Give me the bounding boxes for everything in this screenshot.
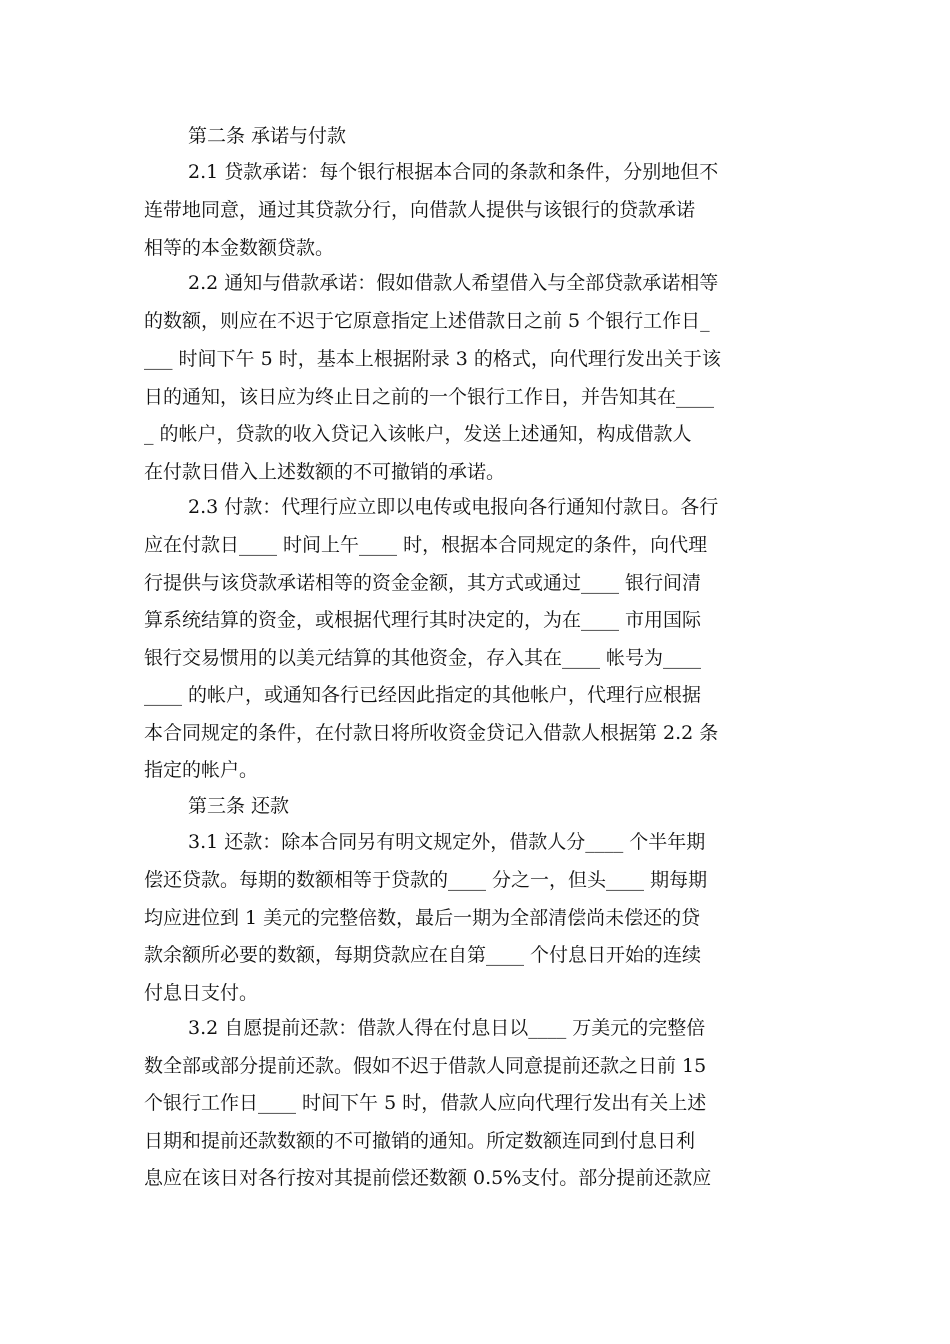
paragraph-line: 日期和提前还款数额的不可撤销的通知。所定数额连同到付息日利 — [144, 1130, 696, 1152]
paragraph-line: 2.2 通知与借款承诺：假如借款人希望借入与全部贷款承诺相等 — [188, 272, 719, 294]
article-2-heading: 第二条 承诺与付款 — [188, 125, 347, 147]
paragraph-line: 连带地同意，通过其贷款分行，向借款人提供与该银行的贷款承诺 — [144, 199, 696, 221]
paragraph-line: 3.2 自愿提前还款：借款人得在付息日以____ 万美元的完整倍 — [188, 1017, 706, 1039]
paragraph-line: 个银行工作日____ 时间下午 5 时，借款人应向代理行发出有关上述 — [144, 1092, 707, 1114]
paragraph-line: 行提供与该贷款承诺相等的资金金额，其方式或通过____ 银行间清 — [144, 572, 702, 594]
paragraph-line: 本合同规定的条件，在付款日将所收资金贷记入借款人根据第 2.2 条 — [144, 722, 719, 744]
paragraph-line: 的数额，则应在不迟于它原意指定上述借款日之前 5 个银行工作日_ — [144, 310, 710, 332]
article-3-heading: 第三条 还款 — [188, 795, 290, 817]
paragraph-line: 3.1 还款：除本合同另有明文规定外，借款人分____ 个半年期 — [188, 831, 706, 853]
paragraph-line: 款余额所必要的数额，每期贷款应在自第____ 个付息日开始的连续 — [144, 944, 702, 966]
paragraph-line: 在付款日借入上述数额的不可撤销的承诺。 — [144, 461, 506, 483]
paragraph-line: ___ 时间下午 5 时，基本上根据附录 3 的格式，向代理行发出关于该 — [144, 348, 721, 370]
paragraph-line: 付息日支付。 — [144, 982, 259, 1004]
paragraph-line: 算系统结算的资金，或根据代理行其时决定的，为在____ 市用国际 — [144, 609, 702, 631]
paragraph-line: 息应在该日对各行按对其提前偿还数额 0.5%支付。部分提前还款应 — [144, 1167, 712, 1189]
paragraph-line: 2.3 付款：代理行应立即以电传或电报向各行通知付款日。各行 — [188, 496, 719, 518]
paragraph-line: 数全部或部分提前还款。假如不迟于借款人同意提前还款之日前 15 — [144, 1055, 707, 1077]
paragraph-line: ____ 的帐户，或通知各行已经因此指定的其他帐户，代理行应根据 — [144, 684, 702, 706]
paragraph-line: 偿还贷款。每期的数额相等于贷款的____ 分之一，但头____ 期每期 — [144, 869, 708, 891]
paragraph-line: 2.1 贷款承诺：每个银行根据本合同的条款和条件，分别地但不 — [188, 161, 719, 183]
paragraph-line: 应在付款日____ 时间上午____ 时，根据本合同规定的条件，向代理 — [144, 534, 708, 556]
paragraph-line: 日的通知，该日应为终止日之前的一个银行工作日，并告知其在____ — [144, 386, 715, 408]
paragraph-line: 相等的本金数额贷款。 — [144, 237, 335, 259]
paragraph-line: 均应进位到 1 美元的完整倍数，最后一期为全部清偿尚未偿还的贷 — [144, 907, 701, 929]
paragraph-line: 指定的帐户。 — [144, 759, 259, 781]
paragraph-line: _ 的帐户，贷款的收入贷记入该帐户，发送上述通知，构成借款人 — [144, 423, 692, 445]
paragraph-line: 银行交易惯用的以美元结算的其他资金，存入其在____ 帐号为____ — [144, 647, 702, 669]
